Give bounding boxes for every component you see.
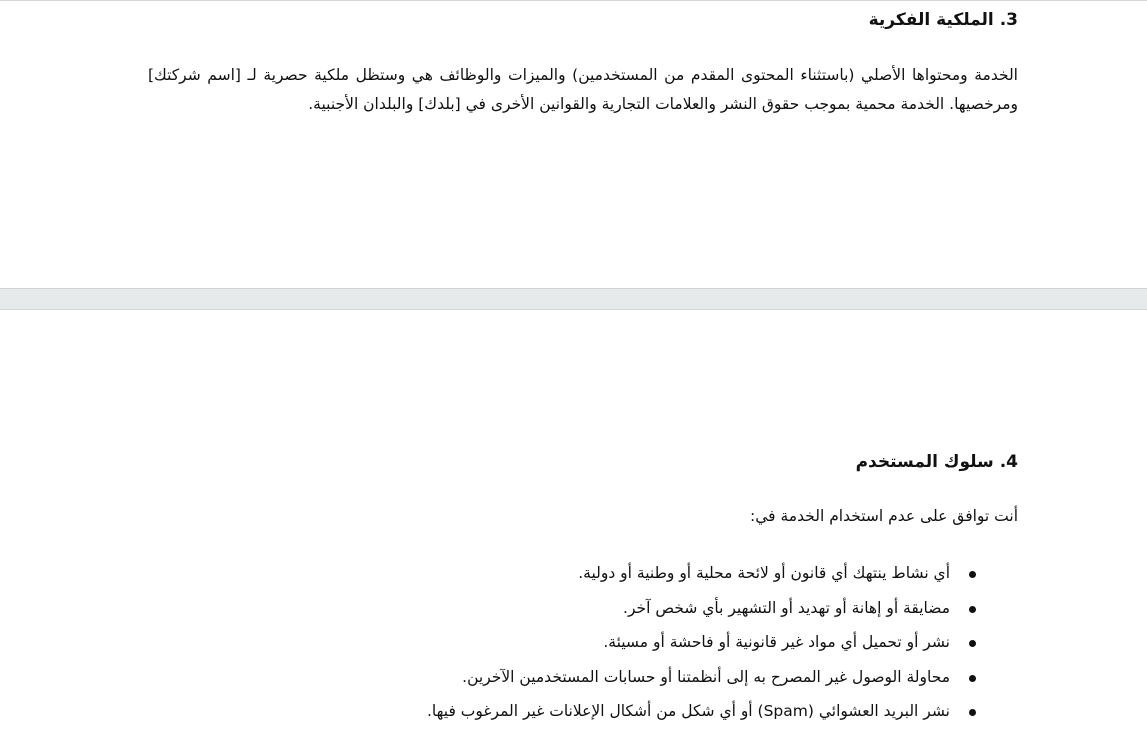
bullet-icon [969,571,976,578]
list-item-text: أي نشاط ينتهك أي قانون أو لائحة محلية أو وطنية أو دولية. [578,564,950,582]
section-3-number: 3. [999,10,1018,30]
section-4-intro: أنت توافق على عدم استخدام الخدمة في: [750,507,1018,525]
list-item-text: محاولة الوصول غير المصرح به إلى أنظمتنا أو حسابات المستخدمين الآخرين. [462,667,950,686]
section-4-heading [148,450,1018,474]
page-separator [0,288,1147,310]
list-item [148,556,1018,591]
list-item-text: مضايقة أو إهانة أو تهديد أو التشهير بأي شخص آخر. [623,598,950,617]
section-4-bullet-list [148,556,1018,729]
list-item-text: نشر البريد العشوائي (Spam) أو أي شكل من أشكال الإعلانات غير المرغوب فيها. [427,702,950,720]
document-page-1 [0,0,1147,288]
document-page-2 [0,310,1147,741]
list-item-text: نشر أو تحميل أي مواد غير قانونية أو فاحشة أو مسيئة. [603,633,950,651]
bullet-icon [969,675,976,682]
bullet-icon [969,709,976,716]
list-item [148,625,1018,660]
section-3-title: الملكية الفكرية [868,10,994,30]
section-4-number: 4. [999,452,1018,472]
section-3-heading [148,8,1018,32]
section-4-title: سلوك المستخدم [855,452,994,472]
bullet-icon [969,640,976,647]
bullet-icon [969,606,976,613]
list-item [148,660,1018,695]
list-item [148,694,1018,729]
section-3-paragraph: الخدمة ومحتواها الأصلي (باستثناء المحتوى المقدم من المستخدمين) والميزات والوظائف هي وستظل ملكية حصرية لـ [اسم شركتك] ومرخصيها. الخدمة محمية بموجب حقوق النشر والعلامات التجارية والقوانين الأخرى في [بلدك] والبلدان الأجنبية. [148,66,1018,113]
list-item [148,591,1018,626]
